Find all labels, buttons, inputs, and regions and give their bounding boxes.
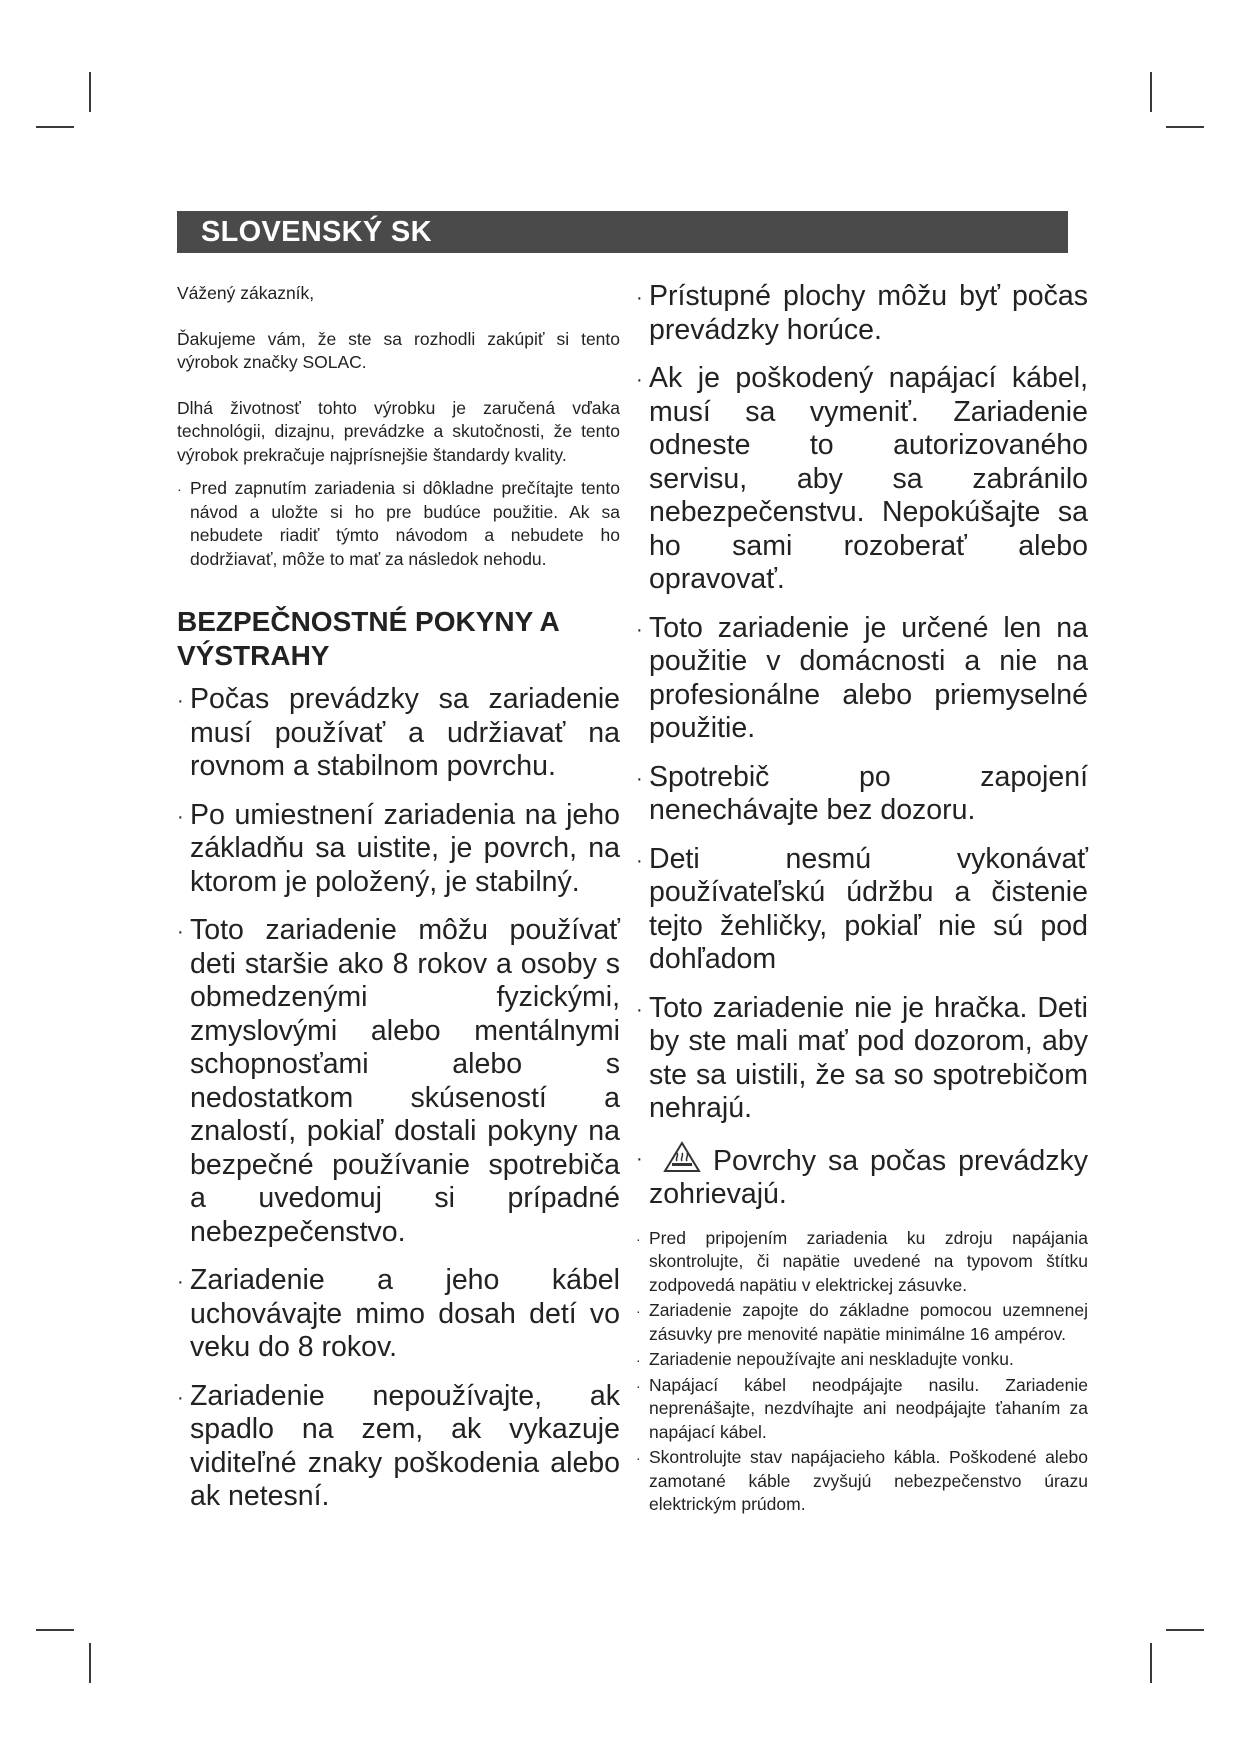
language-header: SLOVENSKÝ SK: [177, 211, 1068, 253]
bullet-dot: ·: [636, 1230, 641, 1247]
crop-mark-top-right-vertical: [1150, 72, 1152, 112]
bullet-dot: ·: [636, 1377, 641, 1394]
safety-bullet-text: Toto zariadenie je určené len na použitie v domácnosti a nie na profesionálne alebo priemyselné použitie.: [649, 611, 1088, 744]
intro-bullet-text: Pred zapnutím zariadenia si dôkladne prečítajte tento návod a uložte si ho pre budúce použitie. Ak sa nebudete riadiť týmto návodom a nebudete ho dodržiavať, môže to mať za následok nehodu.: [190, 478, 620, 569]
safety-bullet: [177, 914, 620, 1249]
crop-mark-top-right-horizontal: [1166, 126, 1204, 128]
electrical-bullet: [636, 1446, 1088, 1517]
safety-heading: BEZPEČNOSTNÉ POKYNY A VÝSTRAHY: [177, 606, 559, 671]
electrical-bullet: [636, 1374, 1088, 1445]
bullet-dot: ·: [177, 690, 184, 712]
left-column: [177, 282, 620, 1529]
intro-paragraph-1: Ďakujeme vám, že ste sa rozhodli zakúpiť si tento výrobok značky SOLAC.: [177, 328, 620, 372]
bullet-dot: ·: [636, 618, 643, 641]
safety-bullet: [636, 761, 1088, 828]
bullet-dot: ·: [636, 1352, 641, 1368]
hot-surface-text: Povrchy sa počas prevádzky zohrievajú.: [649, 1144, 1088, 1210]
crop-mark-bottom-left-vertical: [89, 1643, 91, 1683]
bullet-dot: ·: [636, 287, 643, 309]
safety-bullet-text: Zariadenie a jeho kábel uchovávajte mimo dosah detí vo veku do 8 rokov.: [190, 1264, 620, 1363]
bullet-dot: ·: [636, 998, 643, 1021]
salutation: Vážený zákazník,: [177, 283, 315, 303]
bullet-dot: ·: [177, 481, 182, 497]
safety-bullet: [177, 1264, 620, 1365]
intro-paragraph-2: Dlhá životnosť tohto výrobku je zaručená vďaka technológii, dizajnu, prevádzke a skutočnosti, že tento výrobok prekračuje najprísnejšie štandardy kvality.: [177, 397, 620, 465]
electrical-bullet-text: Zariadenie nepoužívajte ani neskladujte vonku.: [649, 1349, 1014, 1369]
safety-bullet-text: Prístupné plochy môžu byť počas prevádzky horúce.: [649, 280, 1088, 346]
bullet-dot: ·: [636, 767, 643, 790]
bullet-dot: ·: [177, 805, 184, 828]
safety-bullet: [636, 362, 1088, 597]
bullet-dot: ·: [177, 1386, 184, 1409]
safety-bullet: [177, 683, 620, 784]
safety-bullet: [177, 1380, 620, 1514]
safety-bullet-text: Ak je poškodený napájací kábel, musí sa vymeniť. Zariadenie odneste to autorizovaného servisu, aby sa zabránilo nebezpečenstvu. Nepokúšajte sa ho sami rozoberať alebo opravovať.: [649, 362, 1088, 595]
electrical-bullet-text: Napájací kábel neodpájajte nasilu. Zariadenie neprenášajte, nezdvíhajte ani neodpájajte ťahaním za napájací kábel.: [649, 1374, 1088, 1442]
right-column: [636, 280, 1088, 1519]
bullet-dot: ·: [177, 921, 184, 943]
electrical-bullet: [636, 1348, 1088, 1372]
crop-mark-bottom-right-vertical: [1150, 1643, 1152, 1683]
safety-bullet-text: Zariadenie nepoužívajte, ak spadlo na zem, ak vykazuje viditeľné znaky poškodenia alebo ak netesní.: [190, 1379, 620, 1512]
electrical-bullet: [636, 1299, 1088, 1346]
safety-bullet: [636, 843, 1088, 977]
crop-mark-top-left-horizontal: [36, 126, 74, 128]
safety-bullet-text: Toto zariadenie nie je hračka. Deti by ste mali mať pod dozorom, aby ste sa uistili, že sa so spotrebičom nehrajú.: [649, 991, 1088, 1124]
safety-bullet: [636, 280, 1088, 347]
intro-bullet: [177, 477, 620, 571]
safety-bullet: [177, 799, 620, 900]
bullet-dot: ·: [177, 1271, 184, 1293]
crop-mark-top-left-vertical: [89, 72, 91, 112]
electrical-bullet-text: Zariadenie zapojte do základne pomocou uzemnenej zásuvky pre menovité napätie minimálne 16 ampérov.: [649, 1300, 1088, 1344]
bullet-dot: ·: [636, 1303, 641, 1319]
crop-mark-bottom-right-horizontal: [1166, 1629, 1204, 1631]
crop-mark-bottom-left-horizontal: [36, 1629, 74, 1631]
electrical-bullet-text: Skontrolujte stav napájacieho kábla. Poškodené alebo zamotané káble zvyšujú nebezpečenstvo úrazu elektrickým prúdom.: [649, 1447, 1088, 1514]
safety-bullet-text: Toto zariadenie môžu používať deti staršie ako 8 rokov a osoby s obmedzenými fyzickými, zmyslovými alebo mentálnymi schopnosťami alebo s nedostatkom skúseností a znalostí, pokiaľ dostali pokyny na bezpečné používanie spotrebiča a uvedomuj si prípadné nebezpečenstvo.: [190, 914, 620, 1248]
safety-bullet: [636, 612, 1088, 746]
safety-bullet: [636, 992, 1088, 1126]
bullet-dot: ·: [636, 849, 643, 872]
electrical-bullet-text: Pred pripojením zariadenia ku zdroju napájania skontrolujte, či napätie uvedené na typovom štítku zodpovedá napätiu v elektrickej zásuvke.: [649, 1227, 1088, 1295]
hot-surface-warning-icon: [663, 1141, 701, 1173]
electrical-bullet: [636, 1227, 1088, 1298]
safety-bullet-text: Deti nesmú vykonávať používateľskú údržbu a čistenie tejto žehličky, pokiaľ nie sú pod dohľadom: [649, 842, 1088, 975]
bullet-dot: ·: [636, 1147, 643, 1170]
safety-bullet-text: Spotrebič po zapojení nenechávajte bez dozoru.: [649, 760, 1088, 826]
safety-bullet-text: Počas prevádzky sa zariadenie musí používať a udržiavať na rovnom a stabilnom povrchu.: [190, 683, 620, 782]
hot-surface-bullet: [636, 1141, 1088, 1212]
bullet-dot: ·: [636, 1450, 641, 1466]
safety-bullet-text: Po umiestnení zariadenia na jeho základňu sa uistite, je povrch, na ktorom je položený, je stabilný.: [190, 798, 620, 898]
bullet-dot: ·: [636, 369, 643, 391]
